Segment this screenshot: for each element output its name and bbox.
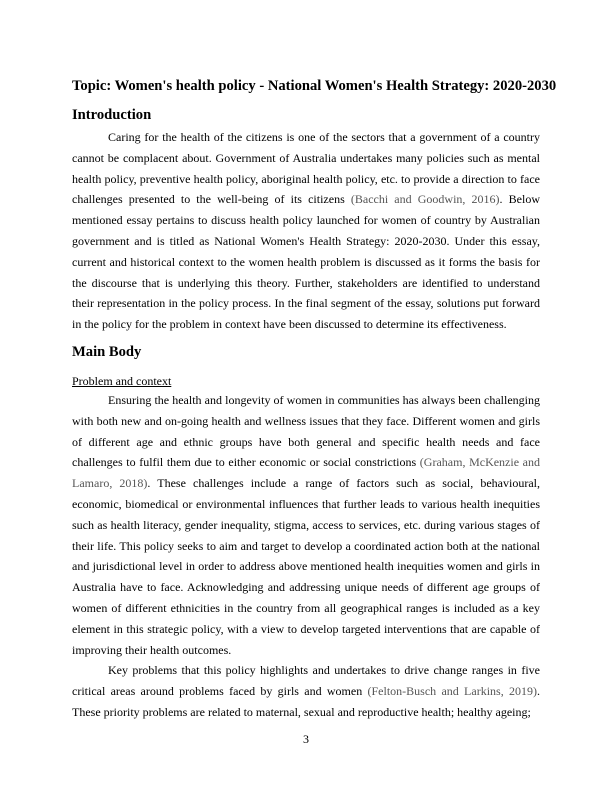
problem-context-subheading: Problem and context bbox=[72, 374, 172, 388]
introduction-paragraph bbox=[72, 127, 540, 335]
citation: (Graham, McKenzie and Lamaro, 2018) bbox=[72, 455, 540, 491]
citation: (Bacchi and Goodwin, 2016) bbox=[350, 192, 500, 207]
problem-paragraph bbox=[72, 390, 540, 660]
paragraph-text: Key problems that this policy highlights and undertakes to drive change ranges in five critical areas around problems faced by girls and women bbox=[72, 663, 540, 698]
main-body-heading: Main Body bbox=[72, 344, 142, 360]
citation: (Felton-Busch and Larkins, 2019) bbox=[367, 683, 538, 698]
page-number: 3 bbox=[303, 732, 309, 746]
paragraph-text: . These challenges include a range of factors such as social, behavioural, economic, biomedical or environmental influences that further leads to various health inequities such as health literacy, gender inequality, stigma, access to services, etc. during various stages of their life. This policy seeks to aim and target to develop a coordinated action both at the national and jurisdictional level in order to address above mentioned health inequities women and girls in Australia have to face. Acknowledging and addressing unique needs of different age groups of women of different ethnicities in the country from all geographical ranges is included as a key element in this strategic policy, with a view to develop targeted interventions that are capable of improving their health outcomes. bbox=[72, 476, 540, 657]
document-title: Topic: Women's health policy - National Women's Health Strategy: 2020-2030 bbox=[72, 78, 557, 94]
introduction-heading: Introduction bbox=[72, 107, 152, 123]
key-problems-paragraph bbox=[72, 660, 540, 722]
paragraph-text: . These priority problems are related to maternal, sexual and reproductive health; healthy ageing; bbox=[72, 683, 541, 719]
paragraph-text: . Below mentioned essay pertains to discuss health policy launched for women of country by Australian government and is titled as National Women's Health Strategy: 2020-2030. Under this essay, current and historical context to the women health problem is discussed as it forms the basis for the discourse that is underlying this theory. Further, stakeholders are identified to understand their representation in the policy process. In the final segment of the essay, solutions put forward in the policy for the problem in context have been discussed to determine its effectiveness. bbox=[72, 192, 540, 332]
paragraph-text: Caring for the health of the citizens is one of the sectors that a government of a country cannot be complacent about. Government of Australia undertakes many policies such as mental health policy, preventive health policy, aboriginal health policy, etc. to provide a direction to face challenges presented to the well-being of its citizens bbox=[72, 130, 540, 207]
paragraph-text: Ensuring the health and longevity of women in communities has always been challenging with both new and on-going health and wellness issues that they face. Different women and girls of different age and ethnic groups have both general and specific health needs and face challenges to fulfil them due to either economic or social constrictions bbox=[72, 393, 540, 470]
